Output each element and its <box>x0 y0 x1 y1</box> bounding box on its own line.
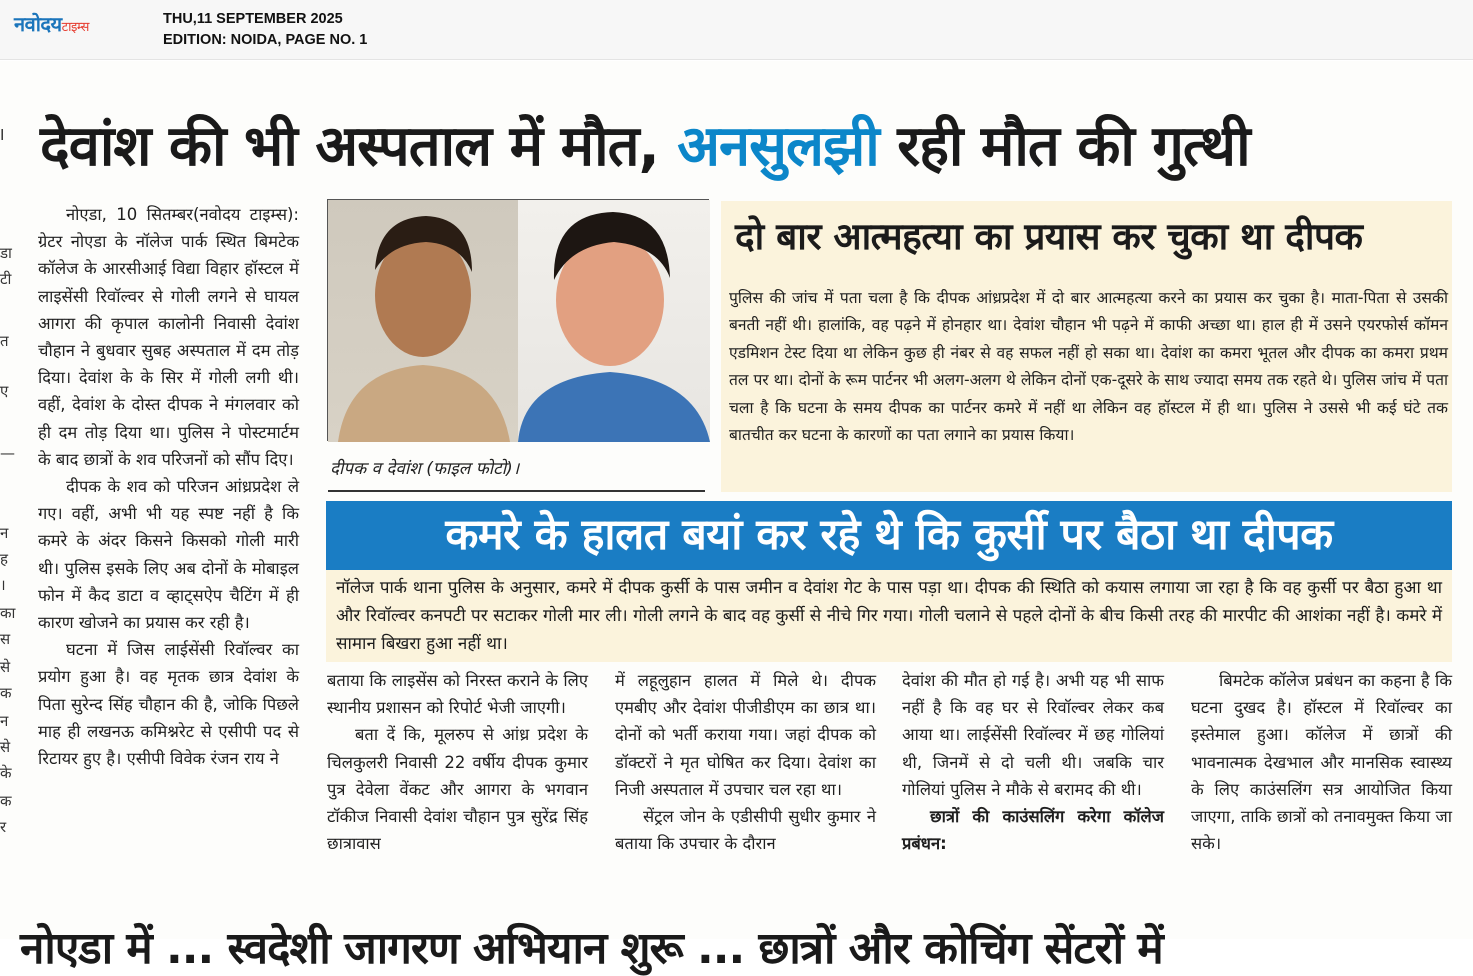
suicide-attempt-heading: दो बार आत्महत्या का प्रयास कर चुका था दीपक <box>735 215 1363 258</box>
column3-paragraph: सेंट्रल जोन के एडीसीपी सुधीर कुमार ने बताया कि उपचार के दौरान <box>615 807 876 854</box>
edge-fragment: स <box>0 630 11 648</box>
edge-fragment: न <box>0 712 9 730</box>
room-condition-box <box>326 570 1452 662</box>
main-headline <box>40 106 1250 182</box>
headline-part-1: देवांश की भी अस्पताल में मौत, <box>40 114 678 179</box>
room-condition-body: नॉलेज पार्क थाना पुलिस के अनुसार, कमरे में दीपक कुर्सी के पास जमीन व देवांश गेट के पास पड़ा था। दीपक की स्थिति को कयास लगाया जा रहा है कि वह कुर्सी पर बैठा हुआ था और रिवॉल्वर कनपटी पर सटाकर गोली मार ली। गोली लगने के बाद वह कुर्सी से नीचे गिर गया। गोली चलाने से पहले दोनों के बीच किसी तरह की मारपीट की आशंका नहीं है। कमरे में सामान बिखरा हुआ नहीं था। <box>336 578 1442 654</box>
edge-fragment: ह <box>0 550 8 568</box>
edge-fragment: र <box>0 818 7 836</box>
edge-fragment: डा <box>0 244 12 262</box>
photo-devansh <box>518 200 710 442</box>
column1-paragraph: नोएडा, 10 सितम्बर(नवोदय टाइम्स): ग्रेटर नोएडा के नॉलेज पार्क स्थित बिमटेक कॉलेज के आरसीआई विद्या विहार हॉस्टल में लाइसेंसी रिवॉल्वर से गोली लगने से घायल आगरा की कृपाल कालोनी निवासी देवांश चौहान ने बुधवार सुबह अस्पताल में दम तोड़ दिया। देवांश के के सिर में गोली लगी थी। वहीं, देवांश के दोस्त दीपक ने मंगलवार को ही दम तोड़ दिया था। पुलिस ने पोस्टमार्टम के बाद छात्रों के शव परिजनों को सौंप दिए। <box>38 205 299 469</box>
logo-text: नवोदय <box>14 12 62 36</box>
newspaper-logo[interactable] <box>14 10 89 37</box>
column4-subheading: छात्रों की काउंसलिंग करेगा कॉलेज प्रबंधन: <box>902 807 1164 854</box>
headline-highlight: अनसुलझी <box>677 114 879 179</box>
photo-deepak <box>328 200 518 442</box>
edge-fragment: क <box>0 684 12 702</box>
edge-fragment: के <box>0 764 12 782</box>
column5-paragraph: बिमटेक कॉलेज प्रबंधन का कहना है कि घटना दुखद है। हॉस्टल में रिवॉल्वर का इस्तेमाल हुआ। कॉलेज में छात्रों की भावनात्मक देखभाल और मानसिक स्वास्थ्य के लिए काउंसलिंग सत्र आयोजित किया जाएगा, ताकि छात्रों को तनावमुक्त किया जा सके। <box>1191 671 1452 854</box>
column1-paragraph: घटना में जिस लाईसेंसी रिवॉल्वर का प्रयोग हुआ है। वह मृतक छात्र देवांश के पिता सुरेन्द सिंह चौहान की है, जोकि पिछले माह ही लखनऊ कमिश्नरेट से एसीपी पद से रिटायर हुए है। एसीपी विवेक रंजन राय ने <box>38 640 299 769</box>
edge-fragment: । <box>0 576 6 594</box>
caption-divider <box>328 490 705 492</box>
next-headline-cut: नोएडा में ... स्वदेशी जागरण अभियान शुरू ... छात्रों और कोचिंग सेंटरों में <box>20 923 1163 974</box>
edition-meta <box>163 9 367 51</box>
edge-fragment: का <box>0 604 16 622</box>
edge-fragment: क <box>0 792 12 810</box>
edge-fragment: न <box>0 524 9 542</box>
edition-date: THU,11 SEPTEMBER 2025 <box>163 11 343 27</box>
article-column-5 <box>1191 667 1452 891</box>
room-condition-heading: कमरे के हालत बयां कर रहे थे कि कुर्सी पर बैठा था दीपक <box>445 510 1333 560</box>
edition-toolbar <box>0 0 1473 60</box>
person-silhouette-icon <box>328 200 518 442</box>
edge-fragment: त <box>0 332 9 350</box>
suicide-attempt-body: पुलिस की जांच में पता चला है कि दीपक आंध्रप्रदेश में दो बार आत्महत्या करने का प्रयास कर चुका है। माता-पिता से उसकी बनती नहीं थी। हालांकि, वह पढ़ने में होनहार था। देवांश चौहान भी पढ़ने में काफी अच्छा था। हाल ही में उसने एयरफोर्स कॉमन एडमिशन टेस्ट दिया था लेकिन कुछ ही नंबर से वह सफल नहीं हो सका था। देवांश का कमरा भूतल और दीपक का कमरा प्रथम तल पर था। दोनों के रूम पार्टनर भी अलग-अलग थे लेकिन दोनों एक-दूसरे के साथ ज्यादा समय तक रहते थे। पुलिस जांच में पता चला है कि घटना के समय दीपक का पार्टनर कमरे में नहीं था लेकिन वह हॉस्टल में ही था। पुलिस ने उससे भी कई घंटे तक बातचीत कर घटना के कारणों का पता लगाने का प्रयास किया। <box>729 289 1448 445</box>
column1-paragraph: दीपक के शव को परिजन आंध्रप्रदेश ले गए। वहीं, अभी भी यह स्पष्ट नहीं है कि कमरे के अंदर किसने किसको गोली मारी थी। पुलिस इसके लिए अब दोनों के मोबाइल फोन में कैद डाटा व व्हाट्सऐप चैटिंग में ही कारण खोजने का प्रयास कर रही है। <box>38 477 299 633</box>
headline-part-2: रही मौत की गुत्थी <box>878 114 1250 179</box>
article-column-2 <box>327 667 588 891</box>
column2-paragraph: बताया कि लाइसेंस को निरस्त कराने के लिए स्थानीय प्रशासन को रिपोर्ट भेजी जाएगी। <box>327 671 588 718</box>
logo-subtext: टाइम्स <box>61 20 89 35</box>
edition-page: EDITION: NOIDA, PAGE NO. 1 <box>163 32 368 48</box>
edge-fragment: I <box>0 126 5 144</box>
column4-paragraph: देवांश की मौत हो गई है। अभी यह भी साफ नहीं है कि वह घर से रिवॉल्वर लेकर कब आया था। लाईसेंसी रिवॉल्वर में छह गोलियां थी, जिनमें से दो चली थी। जबकि चार गोलियां पुलिस ने मौके से बरामद की थी। <box>902 671 1164 799</box>
photo-caption: दीपक व देवांश (फाइल फोटो)। <box>330 459 520 479</box>
edge-fragment: — <box>0 444 15 462</box>
column3-paragraph: में लहूलुहान हालत में मिले थे। दीपक एमबीए और देवांश पीजीडीएम का छात्र था। दोनों को भर्ती कराया गया। जहां दीपक को डॉक्टरों ने मृत घोषित कर दिया। देवांश का निजी अस्पताल में उपचार चल रहा था। <box>615 671 876 799</box>
edge-fragment: से <box>0 738 11 756</box>
edge-fragment: टी <box>0 270 12 288</box>
suicide-attempt-box <box>721 201 1452 492</box>
person-silhouette-icon <box>518 200 710 442</box>
room-condition-banner <box>326 501 1452 570</box>
article-column-3 <box>615 667 876 891</box>
edge-fragment: ए <box>0 382 9 400</box>
column2-paragraph: बता दें कि, मूलरुप से आंध्र प्रदेश के चिलकुलरी निवासी 22 वर्षीय दीपक कुमार पुत्र देवेला वेंकट और आगरा के भगवान टॉकीज निवासी देवांश चौहान पुत्र सुरेंद्र सिंह छात्रावास <box>327 725 588 854</box>
article-column-1 <box>38 201 299 891</box>
article-column-4 <box>902 667 1164 891</box>
edge-fragment: से <box>0 658 11 676</box>
file-photo <box>327 199 709 441</box>
